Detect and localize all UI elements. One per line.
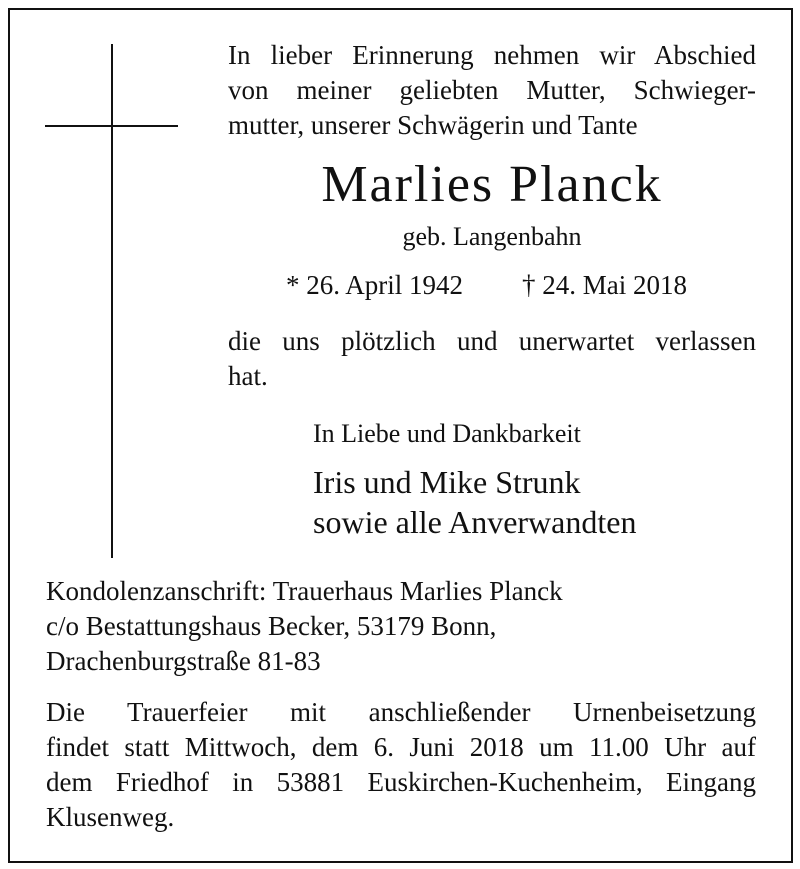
ceremony-line: Die Trauerfeier mit anschließender Urnenbeisetzung — [46, 697, 756, 727]
signer-line: sowie alle Anverwandten — [313, 504, 637, 540]
closing-phrase: In Liebe und Dankbarkeit — [313, 419, 581, 448]
birth-date: * 26. April 1942 — [286, 270, 464, 300]
body-paragraph — [228, 324, 756, 394]
intro-line: von meiner geliebten Mutter, Schwieger- — [228, 75, 756, 105]
intro-paragraph — [228, 38, 756, 143]
deceased-name: Marlies Planck — [321, 156, 663, 213]
ceremony-line: findet statt Mittwoch, dem 6. Juni 2018 um 11.00 Uhr auf — [46, 732, 756, 762]
condolence-line: Drachenburgstraße 81-83 — [46, 646, 321, 676]
body-line: hat. — [228, 361, 268, 391]
ceremony-line: Klusenweg. — [46, 802, 175, 832]
ceremony-line: dem Friedhof in 53881 Euskirchen-Kuchenheim, Eingang — [46, 767, 756, 797]
cross-icon-horizontal-bar — [45, 125, 178, 127]
signer-line: Iris und Mike Strunk — [313, 464, 581, 500]
cross-icon-vertical-bar — [111, 44, 113, 558]
death-date: † 24. Mai 2018 — [522, 270, 687, 300]
maiden-name: geb. Langenbahn — [402, 222, 582, 251]
condolence-line: Kondolenzanschrift: Trauerhaus Marlies Planck — [46, 576, 563, 606]
condolence-line: c/o Bestattungshaus Becker, 53179 Bonn, — [46, 611, 497, 641]
intro-line: mutter, unserer Schwägerin und Tante — [228, 110, 638, 140]
signers-block — [313, 462, 636, 542]
condolence-address — [46, 574, 756, 679]
intro-line: In lieber Erinnerung nehmen wir Abschied — [228, 40, 756, 70]
ceremony-paragraph — [46, 695, 756, 835]
body-line: die uns plötzlich und unerwartet verlassen — [228, 326, 756, 356]
